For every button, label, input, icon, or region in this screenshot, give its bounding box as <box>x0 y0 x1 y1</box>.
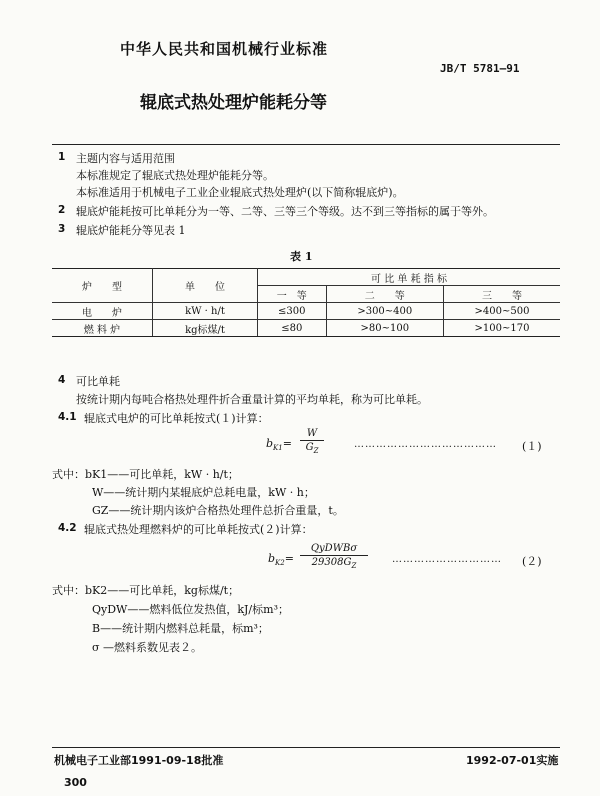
formula-2-number: (２) <box>522 555 542 568</box>
where-1-line-2: W——统计期内某辊底炉总耗电量，kW · h； <box>92 486 315 499</box>
header-grade-2: 二 等 <box>326 286 443 303</box>
footer-rule <box>52 747 560 748</box>
table-header-row <box>52 269 560 286</box>
table-row <box>52 320 560 337</box>
formula-2-leader: ………………………… <box>392 554 502 565</box>
section-1-title: 主题内容与适用范围 <box>76 152 175 165</box>
header-rule <box>52 144 560 145</box>
section-4-number: 4 <box>58 374 66 386</box>
section-2-text: 辊底炉能耗按可比单耗分为一等、二等、三等三个等级。达不到三等指标的属于等外。 <box>76 205 494 218</box>
where-2-line-2: QyDW——燃料低位发热值，kJ/标m³； <box>92 603 289 616</box>
section-4-para: 按统计期内每吨合格热处理件折合重量计算的平均单耗，称为可比单耗。 <box>76 393 428 406</box>
energy-grade-table <box>52 268 560 337</box>
approval-date: 机械电子工业部1991-09-18批准 <box>54 754 224 767</box>
page-number: 300 <box>64 776 87 789</box>
section-1-para-2: 本标准适用于机械电子工业企业辊底式热处理炉(以下简称辊底炉)。 <box>76 186 404 199</box>
header-grade-3: 三 等 <box>444 286 560 303</box>
where-2-line-1: 式中：bK2——可比单耗，kg标煤/t； <box>52 584 240 597</box>
formula-2-lhs: $b_{K2}=$ <box>268 552 294 568</box>
section-3-text: 辊底炉能耗分等见表 1 <box>76 224 186 237</box>
row-grade-3: >400~500 <box>444 303 560 320</box>
where-1-line-3: GZ——统计期内该炉合格热处理件总折合重量，t。 <box>92 504 344 517</box>
row-grade-1: ≤300 <box>258 303 327 320</box>
effective-date: 1992-07-01实施 <box>466 754 559 767</box>
row-unit: kg标煤/t <box>153 320 258 337</box>
section-3-number: 3 <box>58 223 66 235</box>
formula-2-fraction: QyDWBσ $29308G_Z$ <box>300 543 368 570</box>
formula-1-number: (１) <box>522 440 542 453</box>
table-row <box>52 303 560 320</box>
row-furnace-type: 燃 料 炉 <box>52 320 153 337</box>
document-title: 辊底式热处理炉能耗分等 <box>140 93 327 113</box>
row-furnace-type: 电 炉 <box>52 303 153 320</box>
where-2-line-4: σ —燃料系数见表２。 <box>92 641 203 654</box>
row-grade-3: >100~170 <box>444 320 560 337</box>
section-4-2-text: 辊底式热处理燃料炉的可比单耗按式(２)计算： <box>84 523 313 536</box>
formula-1-leader: ………………………………… <box>354 439 497 450</box>
section-2-number: 2 <box>58 204 66 216</box>
where-1-line-1: 式中：bK1——可比单耗，kW · h/t； <box>52 468 239 481</box>
section-1-number: 1 <box>58 151 66 163</box>
header-index-group: 可 比 单 耗 指 标 <box>258 269 561 286</box>
section-4-1-text: 辊底式电炉的可比单耗按式(１)计算： <box>84 412 269 425</box>
row-unit: kW · h/t <box>153 303 258 320</box>
header-unit: 单 位 <box>153 269 258 303</box>
where-2-line-3: B——统计期内燃料总耗量，标m³； <box>92 622 269 635</box>
row-grade-2: >80~100 <box>326 320 443 337</box>
header-grade-1: 一 等 <box>258 286 327 303</box>
row-grade-1: ≤80 <box>258 320 327 337</box>
standard-code: JB/T 5781—91 <box>440 62 520 75</box>
section-4-1-number: 4.1 <box>58 411 77 423</box>
section-4-2-number: 4.2 <box>58 522 77 534</box>
section-1-para-1: 本标准规定了辊底式热处理炉能耗分等。 <box>76 169 274 182</box>
header-furnace-type: 炉 型 <box>52 269 153 303</box>
section-4-title: 可比单耗 <box>76 375 120 388</box>
table-caption: 表 1 <box>290 250 313 263</box>
formula-1-lhs: $b_{K1}=$ <box>266 437 292 453</box>
issuing-organization: 中华人民共和国机械行业标准 <box>120 40 329 58</box>
formula-1-fraction: W $G_Z$ <box>300 428 324 455</box>
row-grade-2: >300~400 <box>326 303 443 320</box>
